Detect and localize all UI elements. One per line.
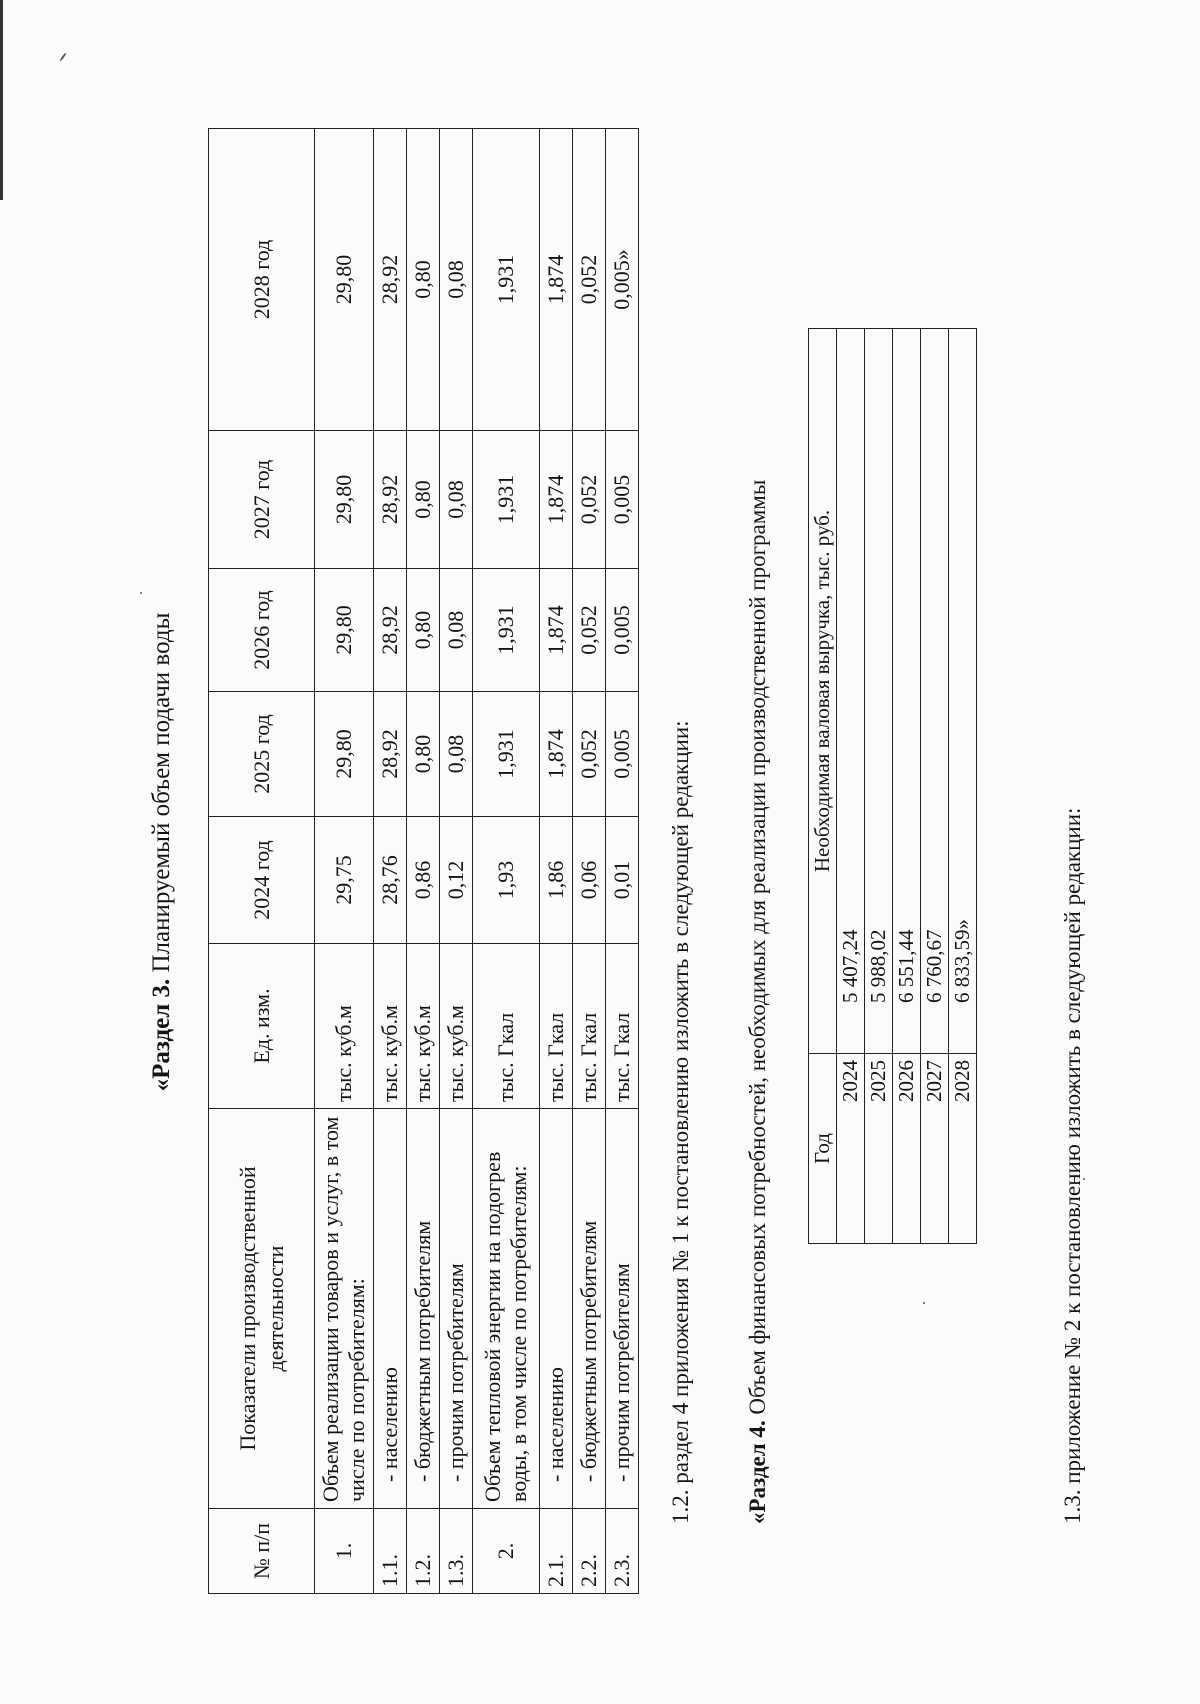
row-value: 0,052 <box>573 431 606 569</box>
row-value: 0,005» <box>606 129 639 431</box>
row-value: 28,92 <box>374 129 407 431</box>
table-header-row <box>809 329 837 1244</box>
table-header-row <box>209 129 315 1594</box>
row-value: 1,874 <box>540 129 573 431</box>
section-3-title-bold: «Раздел 3. <box>148 978 175 1092</box>
header-year: Год <box>809 1054 837 1244</box>
row-value: 0,052 <box>573 569 606 692</box>
row-value: 29,80 <box>315 129 374 431</box>
row-value: 28,92 <box>374 692 407 817</box>
row-indicator: - прочим потребителям <box>440 1109 473 1509</box>
table-row <box>606 129 639 1594</box>
section-4-title-bold: «Раздел 4. <box>745 1420 770 1524</box>
header-num: № п/п <box>209 1509 315 1594</box>
row-value: 0,052 <box>573 692 606 817</box>
row-value: 1,931 <box>473 692 540 817</box>
row-unit: тыс. Гкал <box>573 944 606 1109</box>
paragraph-1-2: 1.2. раздел 4 приложения № 1 к постановлению изложить в следующей редакции: <box>668 720 693 1524</box>
row-value: 0,08 <box>440 431 473 569</box>
row-value: 0,80 <box>407 431 440 569</box>
row-num: 2.1. <box>540 1509 573 1594</box>
table-row <box>949 329 977 1244</box>
row-value: 0,12 <box>440 817 473 944</box>
table-row <box>540 129 573 1594</box>
revenue-table <box>808 328 977 1244</box>
row-unit: тыс. Гкал <box>540 944 573 1109</box>
row-unit: тыс. Гкал <box>606 944 639 1109</box>
row-revenue: 6 833,59» <box>949 329 977 1054</box>
row-num: 1.2. <box>407 1509 440 1594</box>
row-indicator: - прочим потребителям <box>606 1109 639 1509</box>
row-value: 1,931 <box>473 569 540 692</box>
row-value: 0,08 <box>440 569 473 692</box>
row-value: 0,80 <box>407 692 440 817</box>
row-year: 2024 <box>837 1054 865 1244</box>
table-row <box>473 129 540 1594</box>
header-year: 2028 год <box>209 129 315 431</box>
header-indicator: Показатели производственной деятельности <box>209 1109 315 1509</box>
table-row <box>865 329 893 1244</box>
table-row <box>573 129 606 1594</box>
row-value: 1,931 <box>473 129 540 431</box>
row-value: 0,052 <box>573 129 606 431</box>
row-revenue: 5 988,02 <box>865 329 893 1054</box>
table-row <box>407 129 440 1594</box>
row-value: 1,86 <box>540 817 573 944</box>
row-indicator: - бюджетным потребителям <box>573 1109 606 1509</box>
row-num: 2. <box>473 1509 540 1594</box>
table-row <box>374 129 407 1594</box>
row-year: 2025 <box>865 1054 893 1244</box>
header-year: 2027 год <box>209 431 315 569</box>
row-revenue: 5 407,24 <box>837 329 865 1054</box>
table-row <box>440 129 473 1594</box>
row-value: 0,08 <box>440 692 473 817</box>
row-year: 2026 <box>893 1054 921 1244</box>
row-value: 0,86 <box>407 817 440 944</box>
row-indicator: - бюджетным потребителям <box>407 1109 440 1509</box>
table-row <box>893 329 921 1244</box>
row-value: 29,75 <box>315 817 374 944</box>
row-value: 28,76 <box>374 817 407 944</box>
row-value: 1,874 <box>540 431 573 569</box>
row-value: 0,80 <box>407 569 440 692</box>
row-num: 2.2. <box>573 1509 606 1594</box>
row-year: 2027 <box>921 1054 949 1244</box>
row-value: 0,06 <box>573 817 606 944</box>
row-indicator: - населению <box>540 1109 573 1509</box>
row-value: 0,01 <box>606 817 639 944</box>
table-row <box>315 129 374 1594</box>
row-indicator: Объем тепловой энергии на подогрев воды, в том числе по потребителям: <box>473 1109 540 1509</box>
table-row <box>837 329 865 1244</box>
header-year: 2024 год <box>209 817 315 944</box>
row-num: 1.1. <box>374 1509 407 1594</box>
water-supply-table <box>208 128 639 1594</box>
row-value: 0,80 <box>407 129 440 431</box>
paragraph-1-3: 1.3. приложение № 2 к постановлению изложить в следующей редакции: <box>1060 807 1085 1524</box>
row-value: 1,93 <box>473 817 540 944</box>
section-3-title <box>148 0 176 1704</box>
row-value: 0,005 <box>606 431 639 569</box>
row-unit: тыс. куб.м <box>315 944 374 1109</box>
row-value: 29,80 <box>315 431 374 569</box>
header-unit: Ед. изм. <box>209 944 315 1109</box>
row-value: 28,92 <box>374 431 407 569</box>
row-value: 0,08 <box>440 129 473 431</box>
row-unit: тыс. куб.м <box>374 944 407 1109</box>
row-value: 0,005 <box>606 692 639 817</box>
row-indicator: Объем реализации товаров и услуг, в том числе по потребителям: <box>315 1109 374 1509</box>
row-year: 2028 <box>949 1054 977 1244</box>
row-num: 1.3. <box>440 1509 473 1594</box>
row-value: 1,931 <box>473 431 540 569</box>
row-value: 29,80 <box>315 569 374 692</box>
row-value: 29,80 <box>315 692 374 817</box>
section-4-title <box>745 480 771 1524</box>
row-unit: тыс. куб.м <box>440 944 473 1109</box>
row-value: 28,92 <box>374 569 407 692</box>
row-num: 1. <box>315 1509 374 1594</box>
row-value: 1,874 <box>540 692 573 817</box>
row-indicator: - населению <box>374 1109 407 1509</box>
row-revenue: 6 551,44 <box>893 329 921 1054</box>
header-year: 2025 год <box>209 692 315 817</box>
row-num: 2.3. <box>606 1509 639 1594</box>
table-row <box>921 329 949 1244</box>
row-unit: тыс. куб.м <box>407 944 440 1109</box>
row-revenue: 6 760,67 <box>921 329 949 1054</box>
header-year: 2026 год <box>209 569 315 692</box>
row-value: 0,005 <box>606 569 639 692</box>
row-unit: тыс. Гкал <box>473 944 540 1109</box>
header-revenue: Необходимая валовая выручка, тыс. руб. <box>809 329 837 1054</box>
section-3-title-text: Планируемый объем подачи воды <box>148 612 175 979</box>
row-value: 1,874 <box>540 569 573 692</box>
section-4-title-text: Объем финансовых потребностей, необходимых для реализации производственной программы <box>745 479 770 1421</box>
